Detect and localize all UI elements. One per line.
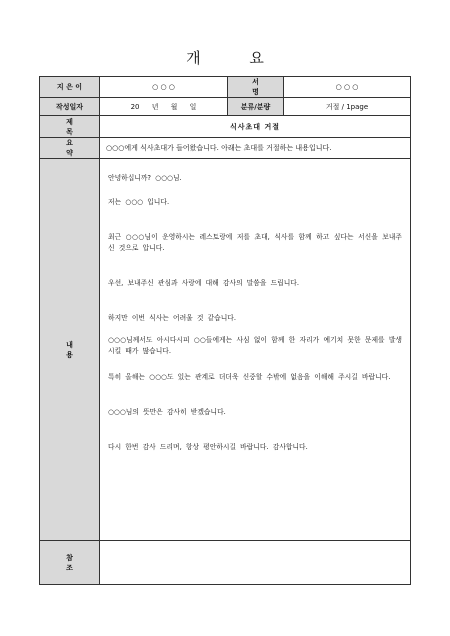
reference-label: 참 조 (40, 541, 100, 585)
subject-label: 제 목 (40, 116, 100, 138)
content-label: 내 용 (40, 159, 100, 541)
content-paragraph: ○○○님의 뜻만은 감사히 받겠습니다. (108, 408, 226, 416)
row-date (40, 98, 411, 116)
content-paragraph: 저는 ○○○ 입니다. (108, 198, 170, 206)
document-title: 개 요 (186, 49, 286, 67)
classification-label: 분류/분량 (228, 98, 284, 116)
subject-value: 식사초대 거절 (100, 116, 411, 138)
classification-value: 거절 / 1page (284, 98, 411, 116)
author-value: ○ ○ ○ (100, 77, 228, 98)
date-label: 작성일자 (40, 98, 100, 116)
category-value: ○ ○ ○ (284, 77, 411, 98)
reference-value (100, 541, 411, 585)
row-summary (40, 138, 411, 159)
content-paragraph: 안녕하십니까? ○○○님. (108, 174, 182, 182)
content-paragraph: 다시 한번 감사 드리며, 항상 평안하시길 바랍니다. 감사합니다. (108, 443, 308, 451)
row-author (40, 77, 411, 98)
summary-label: 요 약 (40, 138, 100, 159)
author-label: 지 은 이 (40, 77, 100, 98)
content-paragraph: 우선, 보내주신 관심과 사랑에 대해 감사의 말씀을 드립니다. (108, 279, 300, 287)
row-subject (40, 116, 411, 138)
date-value: 20 년 월 일 (100, 98, 228, 116)
row-content (40, 159, 411, 541)
summary-form-table (39, 76, 411, 585)
content-paragraph: ○○○님께서도 아시다시피 ○○들에게는 사심 없이 함께 한 자리가 예기치 못한 문제를 발생시킬 때가 많습니다. (108, 336, 402, 355)
content-paragraph: 최근 ○○○님이 운영하시는 레스토랑에 저를 초대, 식사를 함께 하고 싶다는 서신을 보내주신 것으로 압니다. (108, 233, 402, 252)
row-reference (40, 541, 411, 585)
category-label: 서 명 (228, 77, 284, 98)
content-body (100, 159, 411, 541)
content-paragraph: 하지만 이번 식사는 어려울 것 같습니다. (108, 314, 237, 322)
summary-value: ○○○에게 식사초대가 들어왔습니다. 아래는 초대를 거절하는 내용입니다. (100, 138, 411, 159)
content-paragraph: 특히 올해는 ○○○도 있는 관계로 더더욱 신중할 수밖에 없음을 이해해 주시길 바랍니다. (108, 373, 391, 381)
